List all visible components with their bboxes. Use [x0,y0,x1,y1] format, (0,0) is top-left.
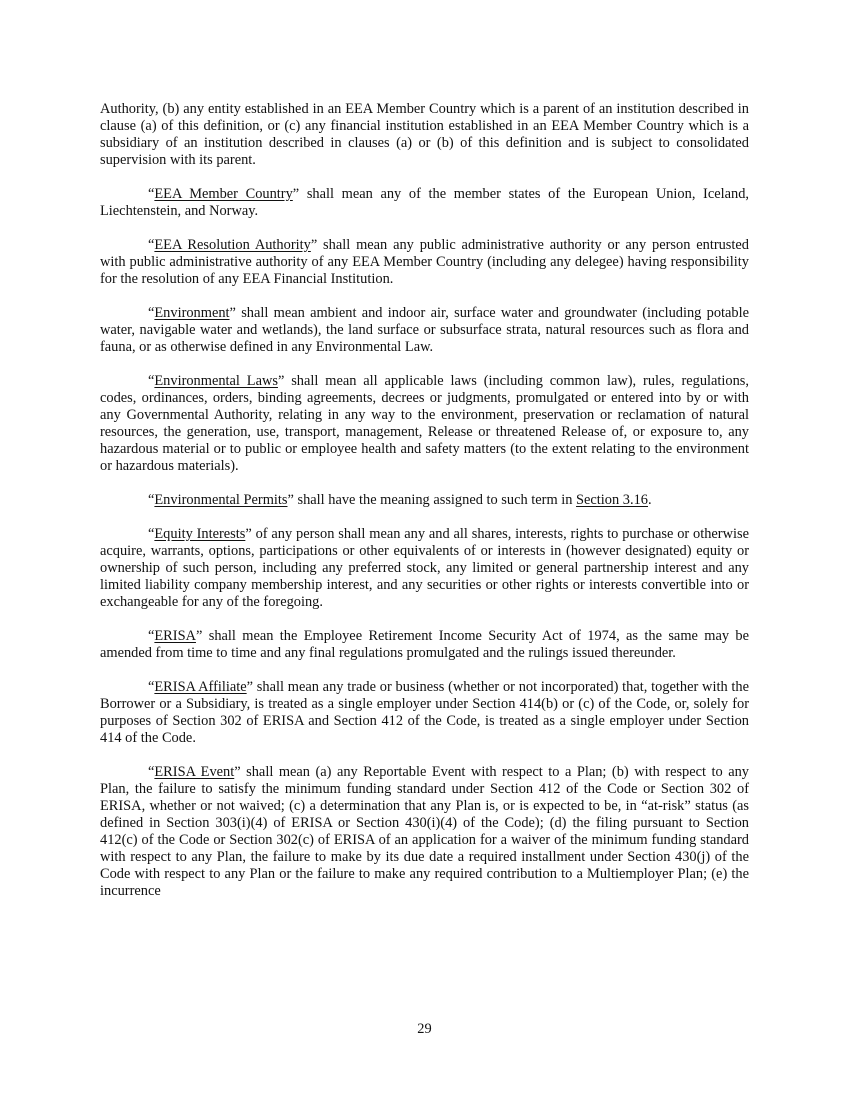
defined-term: Equity Interests [154,526,246,542]
defined-term: Environmental Laws [154,373,278,389]
definition-erisa: “ERISA” shall mean the Employee Retirement Income Security Act of 1974, as the same may be amended from time to time and any final regulations promulgated and the rulings issued thereunder. [100,628,749,661]
defined-term: ERISA Event [154,764,235,780]
definition-equity-interests: “Equity Interests” of any person shall mean any and all shares, interests, rights to purchase or otherwise acquire, warrants, options, participations or other equivalents of or interests in (however designated) equity or ownership of such person, including any preferred stock, any limited or general partnership interest and any limited liability company membership interest, and any securities or other rights or interests convertible into or exchangeable for any of the foregoing. [100,526,749,610]
definition-environmental-permits: “Environmental Permits” shall have the meaning assigned to such term in Section 3.16. [148,492,652,508]
definition-environmental-laws: “Environmental Laws” shall mean all applicable laws (including common law), rules, regulations, codes, ordinances, orders, binding agreements, decrees or judgments, promulgated or entered into by or with any Governmental Authority, relating in any way to the environment, preservation or reclamation of natural resources, the generation, use, transport, management, Release or threatened Release of, or exposure to, any hazardous material or to public or employee health and safety matters (to the extent relating to the environment or hazardous materials). [100,373,749,474]
definition-text: ” of any person shall mean any and all shares, interests, rights to purchase or otherwise acquire, warrants, options, participations or other equivalents of or interests in (however designated) equity or ownership of such person, including any preferred stock, any limited or general partnership interest and any limited liability company membership interest, and any securities or other rights or interests convertible into or exchangeable for any of the foregoing. [100,526,749,610]
definition-eea-resolution-authority: “EEA Resolution Authority” shall mean any public administrative authority or any person entrusted with public administrative authority of any EEA Member Country (including any delegee) having responsibility for the resolution of any EEA Financial Institution. [100,237,749,287]
definition-erisa-event: “ERISA Event” shall mean (a) any Reportable Event with respect to a Plan; (b) with respect to any Plan, the failure to satisfy the minimum funding standard under Section 412 of the Code or Section 302 of ERISA, whether or not waived; (c) a determination that any Plan is, or is expected to be, in “at-risk” status (as defined in Section 303(i)(4) of ERISA or Section 430(i)(4) of the Code); (d) the filing pursuant to Section 412(c) of the Code or Section 302(c) of ERISA of an application for a waiver of the minimum funding standard with respect to any Plan, the failure to make by its due date a required installment under Section 430(j) of the Code with respect to any Plan or the failure to make any required contribution to a Multiemployer Plan; (e) the incurrence [100,764,749,899]
definition-text: ” shall have the meaning assigned to such term in [287,492,577,508]
definition-tail: . [647,492,652,508]
section-reference-link[interactable]: Section 3.16 [576,492,648,508]
page-number: 29 [417,1021,432,1037]
definition-text: ” shall mean the Employee Retirement Income Security Act of 1974, as the same may be amended from time to time and any final regulations promulgated and the rulings issued thereunder. [100,628,749,661]
definition-text: ” shall mean any of the member states of the European Union, Iceland, Liechtenstein, and Norway. [100,186,750,219]
definition-text: ” shall mean ambient and indoor air, surface water and groundwater (including potable water, navigable water and wetlands), the land surface or subsurface strata, natural resources such as flora and fauna, or as otherwise defined in any Environmental Law. [100,305,749,355]
definition-text: ” shall mean any public administrative authority or any person entrusted with public administrative authority of any EEA Member Country (including any delegee) having responsibility for the resolution of any EEA Financial Institution. [100,237,749,287]
definition-text: ” shall mean (a) any Reportable Event with respect to a Plan; (b) with respect to any Plan, the failure to satisfy the minimum funding standard under Section 412 of the Code or Section 302 of ERISA, whether or not waived; (c) a determination that any Plan is, or is expected to be, in “at-risk” status (as defined in Section 303(i)(4) of ERISA or Section 430(i)(4) of the Code); (d) the filing pursuant to Section 412(c) of the Code or Section 302(c) of ERISA of an application for a waiver of the minimum funding standard with respect to any Plan, the failure to make by its due date a required installment under Section 430(j) of the Code with respect to any Plan or the failure to make any required contribution to a Multiemployer Plan; (e) the incurrence [100,764,749,899]
defined-term: Environment [154,305,230,321]
defined-term: ERISA Affiliate [154,679,247,695]
definition-text: ” shall mean all applicable laws (including common law), rules, regulations, codes, ordinances, orders, binding agreements, decrees or judgments, promulgated or entered into by or with any Governmental Authority, relating in any way to the environment, preservation or reclamation of natural resources, the generation, use, transport, management, Release or threatened Release of, or exposure to, any hazardous material or to public or employee health and safety matters (to the extent relating to the environment or hazardous materials). [100,373,749,474]
definition-environment: “Environment” shall mean ambient and indoor air, surface water and groundwater (including potable water, navigable water and wetlands), the land surface or subsurface strata, natural resources such as flora and fauna, or as otherwise defined in any Environmental Law. [100,305,749,355]
document-page [100,101,749,917]
defined-term: EEA Member Country [154,186,293,202]
paragraph-continuation: Authority, (b) any entity established in an EEA Member Country which is a parent of an institution described in clause (a) of this definition, or (c) any financial institution established in an EEA Member Country which is a subsidiary of an institution described in clauses (a) or (b) of this definition and is subject to consolidated supervision with its parent. [100,101,749,168]
definition-text: ” shall mean any trade or business (whether or not incorporated) that, together with the Borrower or a Subsidiary, is treated as a single employer under Section 414(b) or (c) of the Code, or, solely for purposes of Section 302 of ERISA and Section 412 of the Code, is treated as a single employer under Section 414 of the Code. [100,679,749,746]
defined-term: ERISA [154,628,196,644]
definition-eea-member-country: “EEA Member Country” shall mean any of the member states of the European Union, Iceland, Liechtenstein, and Norway. [100,186,750,219]
definition-erisa-affiliate: “ERISA Affiliate” shall mean any trade or business (whether or not incorporated) that, together with the Borrower or a Subsidiary, is treated as a single employer under Section 414(b) or (c) of the Code, or, solely for purposes of Section 302 of ERISA and Section 412 of the Code, is treated as a single employer under Section 414 of the Code. [100,679,749,746]
defined-term: EEA Resolution Authority [154,237,311,253]
defined-term: Environmental Permits [154,492,288,508]
